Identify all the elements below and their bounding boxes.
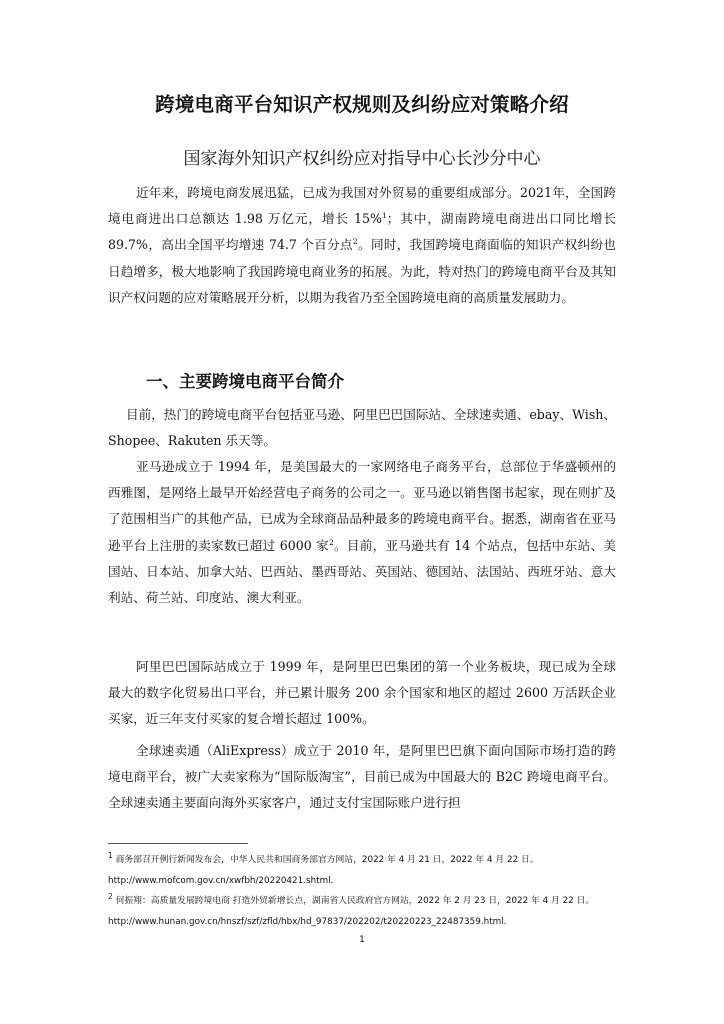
footnote-2 (108, 891, 618, 932)
footnotes (108, 850, 618, 932)
footnote-divider (108, 843, 248, 844)
amazon-paragraph (108, 454, 616, 611)
footnote-ref-2: 2 (352, 237, 358, 247)
aliexpress-text: 全球速卖通（AliExpress）成立于 2010 年，是阿里巴巴旗下面向国际市场打造的跨境电商平台，被广大卖家称为“国际版淘宝”，目前已成为中国最大的 B2C 跨境电商平台。全球速卖通主要面向海外买家客户，通过支付宝国际账户进行担 (108, 743, 616, 811)
page-number: 1 (359, 935, 365, 945)
document-subtitle: 国家海外知识产权纠纷应对指导中心长沙分中心 (183, 149, 541, 169)
amazon-text-a: 亚马逊成立于 1994 年，是美国最大的一家网络电子商务平台，总部位于华盛顿州的西雅图，是网络上最早开始经营电子商务的公司之一。亚马逊以销售图书起家，现在则扩及了范围相当广的其他产品，已成为全球商品品种最多的跨境电商平台。据悉，湖南省在亚马逊平台上注册的卖家数已超过 6000 家 (108, 459, 616, 553)
amazon-text-b: 。目前，亚马逊共有 14 个站点，包括中东站、美国站、日本站、加拿大站、巴西站、墨西哥站、英国站、德国站、法国站、西班牙站、意大利站、荷兰站、印度站、澳大利亚。 (108, 537, 616, 606)
amazon-footnote-ref: 2 (328, 537, 334, 547)
footnote-mark-2: 2 (108, 892, 113, 902)
intro-paragraph (108, 180, 616, 311)
intro-text-b: ；其中，湖南跨境电商进出口同比增长 89.7%，高出全国平均增速 74.7 个百分点 (108, 211, 616, 253)
document-title: 跨境电商平台知识产权规则及纠纷应对策略介绍 (155, 93, 569, 116)
alibaba-paragraph (108, 654, 616, 733)
section-heading-1: 一、主要跨境电商平台简介 (146, 372, 344, 391)
aliexpress-paragraph (108, 738, 616, 817)
footnote-1-text: 商务部召开例行新闻发布会，中华人民共和国商务部官方网站，2022 年 4 月 21 日，2022 年 4 月 22 日。http://www.mofcom.gov.cn/xwfbh/20220421.shtml. (108, 855, 539, 886)
alibaba-text: 阿里巴巴国际站成立于 1999 年，是阿里巴巴集团的第一个业务板块，现已成为全球最大的数字化贸易出口平台，并已累计服务 200 余个国家和地区的超过 2600 万活跃企业买家，近三年支付买家的复合增长超过 100%。 (108, 659, 616, 727)
platforms-text: 目前，热门的跨境电商平台包括亚马逊、阿里巴巴国际站、全球速卖通、ebay、Wish、Shopee、Rakuten 乐天等。 (108, 407, 616, 449)
footnote-ref-1: 1 (381, 211, 387, 221)
platforms-paragraph (108, 402, 616, 454)
footnote-1 (108, 850, 618, 891)
footnote-mark-1: 1 (108, 851, 113, 861)
intro-text-a: 近年来，跨境电商发展迅猛，已成为我国对外贸易的重要组成部分。2021年，全国跨境电商进出口总额达 1.98 万亿元，增长 15% (108, 185, 616, 227)
intro-text-c: 。同时，我国跨境电商面临的知识产权纠纷也日趋增多，极大地影响了我国跨境电商业务的拓展。为此，特对热门的跨境电商平台及其知识产权问题的应对策略展开分析，以期为我省乃至全国跨境电商的高质量发展助力。 (108, 237, 617, 305)
footnote-2-text: 何振翔：高质量发展跨境电商 打造外贸新增长点，湖南省人民政府官方网站，2022 年 2 月 23 日，2022 年 4 月 22 日。http://www.hunan.gov.cn/hnszf/szf/zfld/hbx/hd_97837/202202/t20220223_22487359.html. (108, 896, 595, 927)
